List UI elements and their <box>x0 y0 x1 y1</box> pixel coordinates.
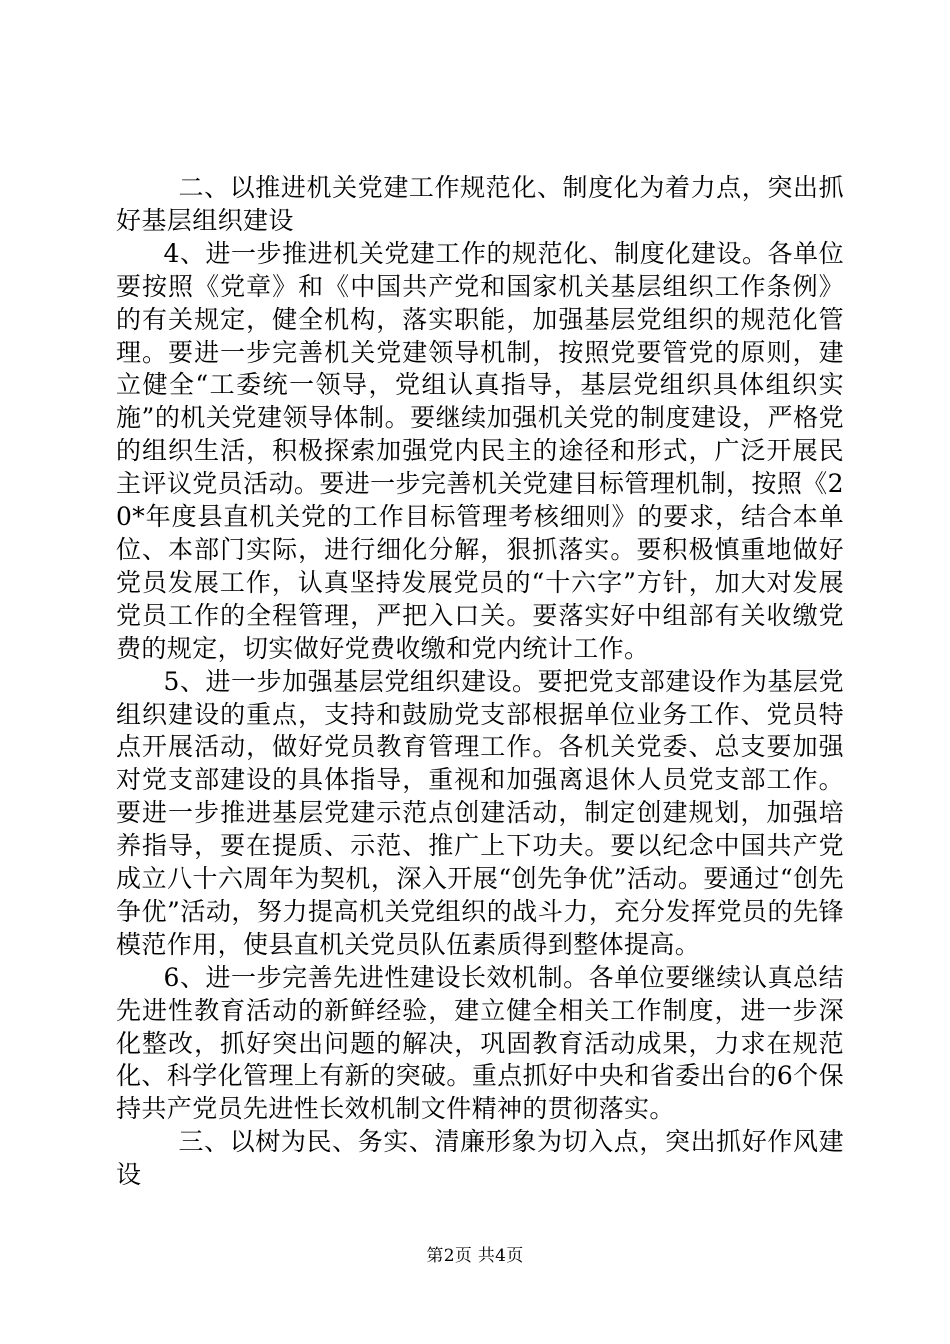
document-body <box>116 172 844 1192</box>
section-heading-2: 二、以推进机关党建工作规范化、制度化为着力点，突出抓好基层组织建设 <box>116 173 844 235</box>
section-heading-3: 三、以树为民、务实、清廉形象为切入点，突出抓好作风建设 <box>116 1127 844 1190</box>
paragraph-item-5: 5、进一步加强基层党组织建设。要把党支部建设作为基层党组织建设的重点，支持和鼓励党支部根据单位业务工作、党员特点开展活动，做好党员教育管理工作。各机关党委、总支要加强对党支部建设的具体指导，重视和加强离退休人员党支部工作。要进一步推进基层党建示范点创建活动，制定创建规划，加强培养指导，要在提质、示范、推广上下功夫。要以纪念中国共产党成立八十六周年为契机，深入开展“创先争优”活动。要通过“创先争优”活动，努力提高机关党组织的战斗力，充分发挥党员的先锋模范作用，使县直机关党员队伍素质得到整体提高。 <box>116 666 844 959</box>
paragraph-item-4: 4、进一步推进机关党建工作的规范化、制度化建设。各单位要按照《党章》和《中国共产党和国家机关基层组织工作条例》的有关规定，健全机构，落实职能，加强基层党组织的规范化管理。要进一步完善机关党建领导机制，按照党要管党的原则，建立健全“工委统一领导，党组认真指导，基层党组织具体组织实施”的机关党建领导体制。要继续加强机关党的制度建设，严格党的组织生活，积极探索加强党内民主的途径和形式，广泛开展民主评议党员活动。要进一步完善机关党建目标管理机制，按照《20*年度县直机关党的工作目标管理考核细则》的要求，结合本单位、本部门实际，进行细化分解，狠抓落实。要积极慎重地做好党员发展工作，认真坚持发展党员的“十六字”方针，加大对发展党员工作的全程管理，严把入口关。要落实好中组部有关收缴党费的规定，切实做好党费收缴和党内统计工作。 <box>116 238 844 663</box>
page-number: 第2页 共4页 <box>426 1246 524 1266</box>
paragraph-item-6: 6、进一步完善先进性建设长效机制。各单位要继续认真总结先进性教育活动的新鲜经验，建立健全相关工作制度，进一步深化整改，抓好突出问题的解决，巩固教育活动成果，力求在规范化、科学化管理上有新的突破。重点抓好中央和省委出台的6个保持共产党员先进性长效机制文件精神的贯彻落实。 <box>116 962 844 1124</box>
